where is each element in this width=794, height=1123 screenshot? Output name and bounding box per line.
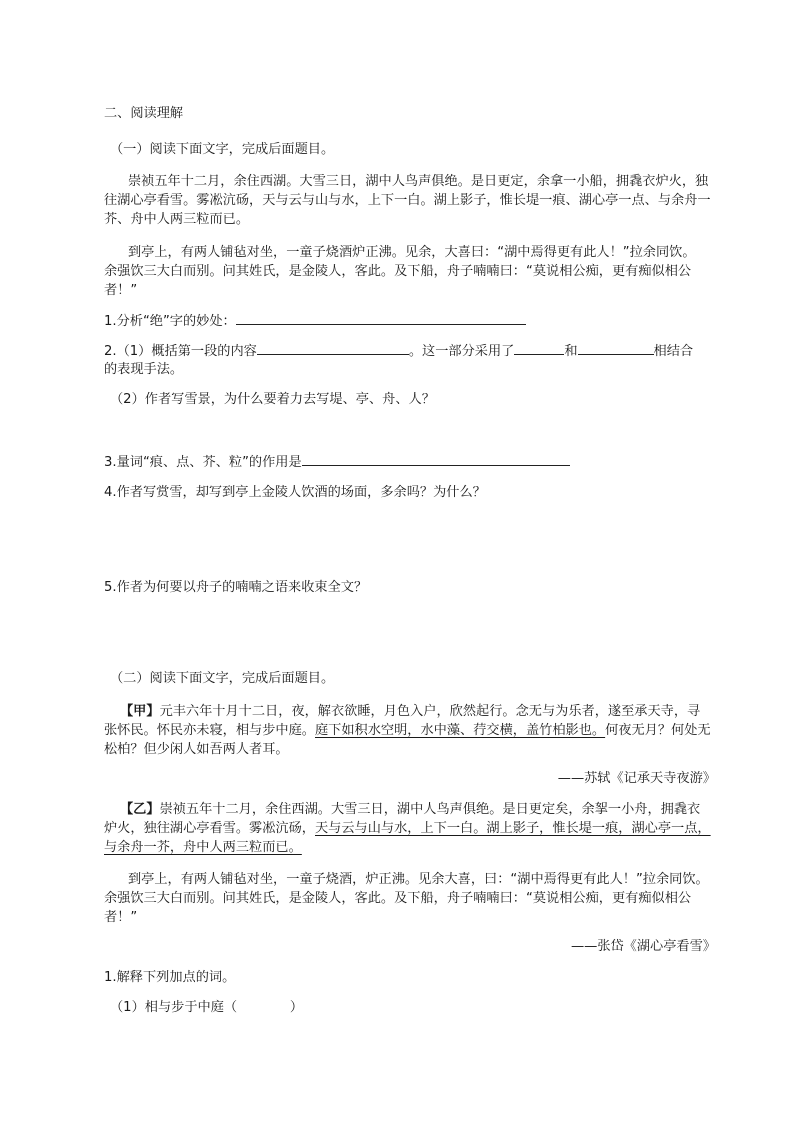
part1-para2-line1: 到亭上，有两人铺毡对坐，一童子烧酒炉正沸。见余，大喜曰：“湖中焉得更有此人！”拉余同饮。 <box>128 245 696 260</box>
yi-para2-line2: 余强饮三大白而别。问其姓氏，是金陵人，客此。及下船，舟子喃喃曰：“莫说相公痴，更有痴似相公 <box>104 891 692 906</box>
answer-blank-q1[interactable] <box>236 311 526 325</box>
question-2a <box>104 341 693 361</box>
question-3 <box>104 452 570 472</box>
part1-heading: （一）阅读下面文字，完成后面题目。 <box>110 142 335 157</box>
question-4: 4.作者写赏雪，却写到亭上金陵人饮酒的场面，多余吗？为什么？ <box>104 485 486 500</box>
question-1-text: 1.分析“绝”字的妙处： <box>104 314 236 329</box>
jia-line2-b: 何夜无月？何处无 <box>605 723 711 738</box>
yi-line1 <box>120 800 700 819</box>
section-title: 二、阅读理解 <box>104 106 184 121</box>
jia-line2 <box>104 721 711 740</box>
yi-line3 <box>104 838 302 857</box>
part1-para1-line1: 崇祯五年十二月，余住西湖。大雪三日，湖中人鸟声俱绝。是日更定，余拿一小船，拥毳衣炉火，独 <box>128 174 709 189</box>
yi-line2-underlined: 天与云与山与水，上下一白。湖上影子，惟长堤一痕，湖心亭一点， <box>315 821 711 836</box>
jia-source: ——苏轼《记承天寺夜游》 <box>557 771 716 786</box>
part1-para2-line3: 者！” <box>104 283 138 298</box>
jia-line1 <box>120 702 700 721</box>
jia-line2-underlined: 庭下如积水空明，水中藻、荇交横，盖竹柏影也。 <box>315 723 606 738</box>
yi-line2 <box>104 819 711 838</box>
jia-tag: 【甲】 <box>120 704 160 719</box>
part1-para1-line3: 芥、舟中人两三粒而已。 <box>104 212 250 227</box>
jia-line1-text: 元丰六年十月十二日，夜，解衣欲睡，月色入户，欣然起行。念无与为乐者，遂至承天寺，寻 <box>159 704 701 719</box>
yi-source: ——张岱《湖心亭看雪》 <box>570 939 716 954</box>
part1-para2-line2: 余强饮三大白而别。问其姓氏，是金陵人，客此。及下船，舟子喃喃曰：“莫说相公痴，更有痴似相公 <box>104 264 692 279</box>
yi-para2-line3: 者！” <box>104 910 138 925</box>
yi-tag: 【乙】 <box>120 802 160 817</box>
yi-line1-text: 崇祯五年十二月，余住西湖。大雪三日，湖中人鸟声俱绝。是日更定矣，余挐一小舟，拥毳衣 <box>159 802 701 817</box>
answer-blank-q2a-2[interactable] <box>514 341 564 355</box>
question-2a-text-2: 。这一部分采用了 <box>408 344 515 359</box>
jia-line2-a: 张怀民。怀民亦未寝，相与步中庭。 <box>104 723 315 738</box>
answer-blank-q2a-1[interactable] <box>257 341 409 355</box>
question-2a-line2: 的表现手法。 <box>104 362 184 377</box>
answer-blank-q3[interactable] <box>302 452 570 466</box>
jia-line3: 松柏？但少闲人如吾两人者耳。 <box>104 742 289 757</box>
part2-question-1-1: （1）相与步于中庭（ ） <box>110 1000 304 1015</box>
question-2a-text-1: 2.（1）概括第一段的内容 <box>104 344 257 359</box>
answer-blank-q2a-3[interactable] <box>578 341 654 355</box>
yi-para2-line1: 到亭上，有两人铺毡对坐，一童子烧酒，炉正沸。见余大喜，曰：“湖中焉得更有此人！”拉余同饮。 <box>128 872 709 887</box>
question-1 <box>104 311 526 331</box>
part1-para1-line2: 往湖心亭看雪。雾凇沆砀，天与云与山与水，上下一白。湖上影子，惟长堤一痕、湖心亭一点、与余舟一 <box>104 193 711 208</box>
question-2a-text-3: 和 <box>564 344 578 359</box>
yi-line2-a: 炉火，独往湖心亭看雪。雾凇沆砀， <box>104 821 315 836</box>
question-2b: （2）作者写雪景，为什么要着力去写堤、亭、舟、人？ <box>110 392 435 407</box>
question-3-text: 3.量词“痕、点、芥、粒”的作用是 <box>104 455 302 470</box>
part2-heading: （二）阅读下面文字，完成后面题目。 <box>110 671 335 686</box>
yi-line3-underlined: 与余舟一芥，舟中人两三粒而已。 <box>104 840 302 855</box>
question-2a-text-4: 相结合 <box>653 344 694 359</box>
question-5: 5.作者为何要以舟子的喃喃之语来收束全文？ <box>104 580 368 595</box>
part2-question-1: 1.解释下列加点的词。 <box>104 970 236 985</box>
